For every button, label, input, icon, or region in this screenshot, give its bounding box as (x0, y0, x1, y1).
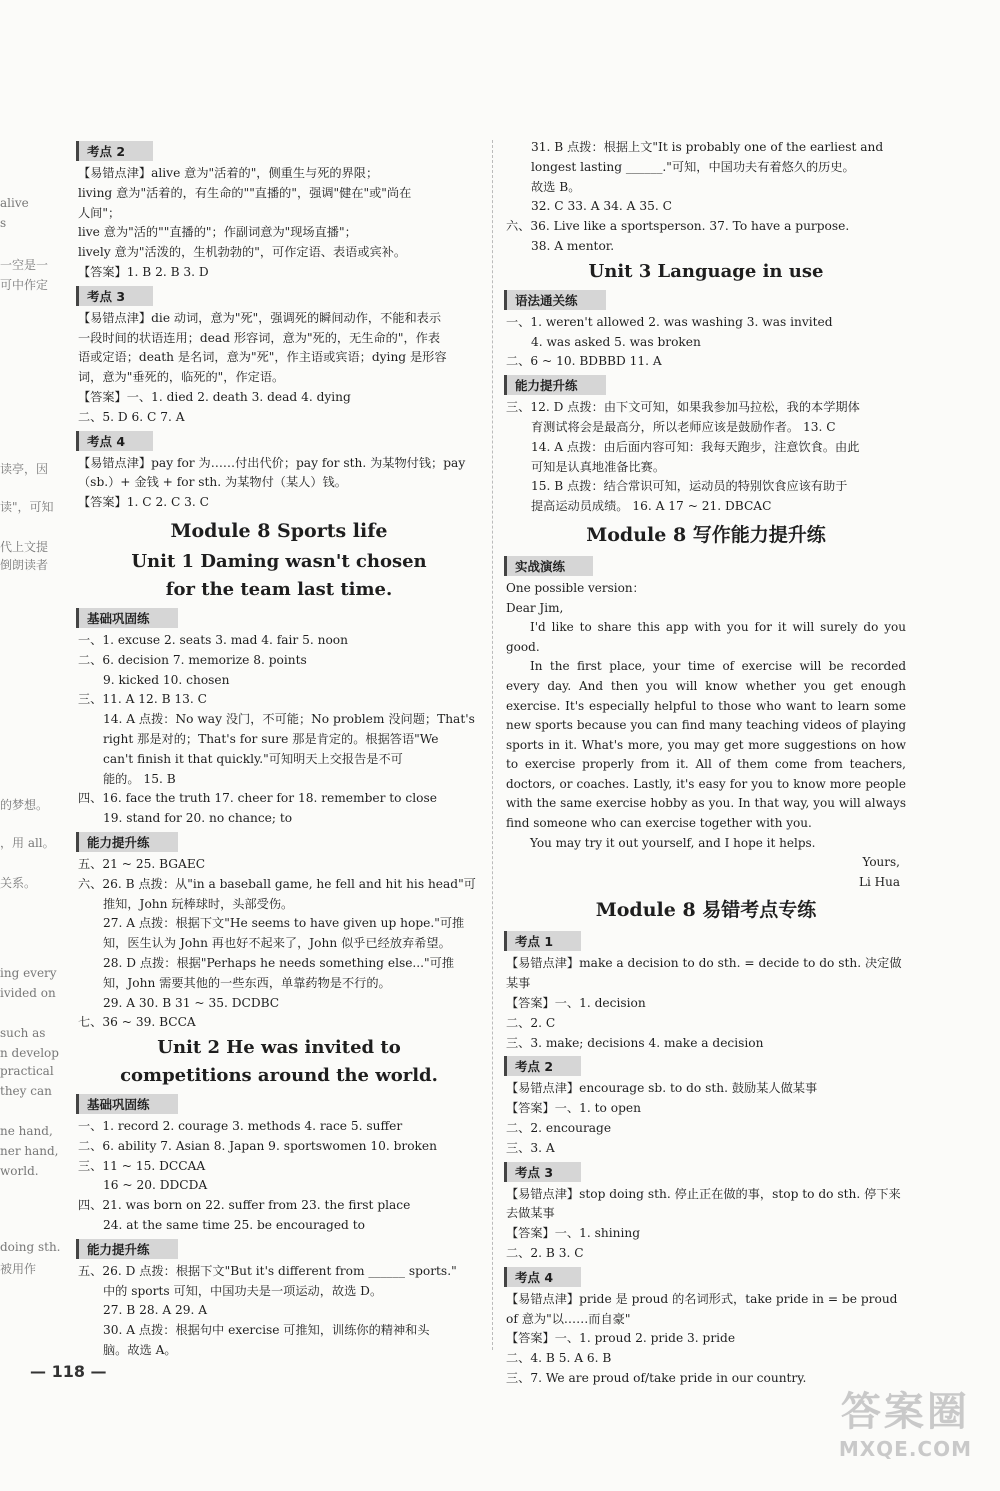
text-line: （sb.）+ 金钱 + for sth. 为某物付（某人）钱。 (78, 475, 347, 490)
edge-text: ing every (0, 966, 57, 980)
unit-title: Unit 3 Language in use (588, 260, 824, 282)
answer-line: 【答案】1. B 2. B 3. D (78, 264, 209, 279)
edge-text: 的梦想。 (0, 798, 49, 812)
section-tag: 能力提升练 (76, 832, 178, 852)
text-line: 【易错点津】encourage sb. to do sth. 鼓励某人做某事 (506, 1081, 818, 1096)
edge-text: ，用 all。 (0, 836, 55, 850)
answer-line: 29. A 30. B 31 ~ 35. DCDBC (103, 995, 280, 1010)
edge-text: they can (0, 1084, 52, 1098)
answer-line: 推知，John 玩棒球时，头部受伤。 (103, 896, 294, 911)
section-tag: 能力提升练 (76, 1239, 178, 1259)
edge-text: ner hand, (0, 1144, 59, 1158)
section-tag: 实战演练 (504, 556, 593, 576)
answer-line: 能的。 15. B (103, 771, 176, 786)
edge-text: n develop (0, 1046, 59, 1060)
answer-line: 4. was asked 5. was broken (531, 334, 701, 349)
answer-line: 六、36. Live like a sportsperson. 37. To have a purpose. (506, 219, 850, 234)
section-tag: 考点 4 (504, 1267, 581, 1287)
edge-text: 可中作定 (0, 278, 49, 292)
answer-line: 【答案】1. C 2. C 3. C (78, 495, 209, 510)
answer-line: 三、3. A (506, 1140, 555, 1155)
answer-line: 38. A mentor. (531, 238, 615, 253)
answer-line: 27. A 点拨：根据下文"He seems to have given up hope."可推 (103, 916, 465, 931)
answer-line: 五、21 ~ 25. BGAEC (78, 856, 206, 871)
answer-line: 一、1. excuse 2. seats 3. mad 4. fair 5. noon (78, 632, 348, 647)
answer-line: 四、16. face the truth 17. cheer for 18. remember to close (78, 791, 437, 806)
answer-line: 三、11. A 12. B 13. C (78, 692, 207, 707)
answer-line: 28. D 点拨：根据"Perhaps he needs something else..."可推 (103, 955, 455, 970)
edge-text: world. (0, 1164, 39, 1178)
answer-line: 知，医生认为 John 再也好不起来了，John 似乎已经放弃希望。 (103, 936, 451, 951)
answer-line: 【答案】一、1. shining (506, 1226, 641, 1241)
unit-title: Unit 1 Daming wasn't chosen (131, 550, 427, 572)
section-tag: 考点 3 (76, 286, 153, 306)
text-line: 去做某事 (506, 1206, 555, 1221)
text-line: 【易错点津】alive 意为"活着的"，侧重生与死的界限； (78, 166, 379, 180)
edge-text: 倒朗读者 (0, 558, 49, 572)
edge-text: 被用作 (0, 1262, 37, 1276)
answer-line: 31. B 点拨：根据上文"It is probably one of the earliest and (531, 140, 884, 154)
unit-title-cont: for the team last time. (165, 578, 393, 600)
answer-line: 二、2. encourage (506, 1121, 612, 1136)
answer-line: 可知是认真地准备比赛。 (531, 459, 666, 474)
letter-greeting: Dear Jim, (506, 600, 564, 615)
text-line: 【易错点津】pride 是 proud 的名词形式，take pride in = be proud (506, 1291, 898, 1306)
text-line: 人间"； (78, 205, 121, 220)
answer-line: 9. kicked 10. chosen (103, 672, 230, 687)
answer-line: 27. B 28. A 29. A (103, 1303, 208, 1318)
answer-line: 【答案】一、1. proud 2. pride 3. pride (506, 1331, 736, 1346)
answer-line: 二、2. C (506, 1015, 556, 1030)
answer-line: 【答案】一、1. to open (506, 1101, 641, 1116)
answer-line: 育测试将会是最高分，所以老师应该是鼓励作者。 13. C (531, 419, 836, 434)
answer-line: 三、12. D 点拨：由下文可知，如果我参加马拉松，我的本学期体 (506, 400, 860, 415)
unit-title: Unit 2 He was invited to (157, 1037, 401, 1059)
letter-paragraph: In the first place, your time of exercise will be recorded every day. And then you will know whether you get enough exercise. It's especially helpful to those who want to learn some new sports because you can find many teaching videos of playing sports in it. What's more, you may get more suggestions on how to exercise properly from it. All of them come from teachers, doctors, or coaches. Lastly, it's easy for you to know more people with the same exercise hobby as you. In that way, you will always find someone who can exercise together with you. (506, 659, 906, 831)
section-tag: 基础巩固练 (76, 608, 178, 628)
section-tag: 考点 2 (504, 1056, 581, 1076)
answer-line: 一、1. record 2. courage 3. methods 4. race 5. suffer (78, 1119, 403, 1134)
text-line: 一段时间的状语连用；dead 形容词，意为"死的，无生命的"，作表 (78, 330, 441, 345)
answer-line: right 那是对的；That's for sure 那是肯定的。根据答语"We (103, 731, 439, 746)
text-line: 词，意为"垂死的，临死的"，作定语。 (78, 370, 285, 385)
answer-line: 三、7. We are proud of/take pride in our country. (506, 1371, 807, 1385)
answer-line: 二、6. ability 7. Asian 8. Japan 9. sportswomen 10. broken (78, 1138, 437, 1153)
edge-text: 代上文提 (0, 540, 49, 554)
module-title: Module 8 Sports life (170, 519, 388, 542)
answer-line: 14. A 点拨：No way 没门，不可能；No problem 没问题；That's (103, 712, 475, 727)
edge-text: doing sth. (0, 1240, 61, 1254)
text-line: 【易错点津】die 动词，意为"死"，强调死的瞬间动作，不能和表示 (78, 310, 442, 325)
letter-signature: Li Hua (859, 874, 900, 889)
left-page-margin-fragments (0, 190, 66, 1350)
text-line: 某事 (506, 976, 531, 991)
text-line: lively 意为"活泼的，生机勃勃的"，可作定语、表语或宾补。 (78, 245, 407, 260)
answer-line: 二、6 ~ 10. BDBBD 11. A (506, 354, 662, 369)
edge-text: ne hand, (0, 1124, 53, 1138)
sample-letter (506, 579, 906, 893)
section-tag: 考点 4 (76, 431, 153, 451)
text-line: 语或定语；death 是名词，意为"死"，作主语或宾语；dying 是形容 (78, 350, 447, 365)
module-title: Module 8 写作能力提升练 (586, 523, 826, 546)
section-tag: 考点 1 (504, 931, 581, 951)
answer-line: 24. at the same time 25. be encouraged to (103, 1218, 365, 1233)
answer-line: 16 ~ 20. DDCDA (103, 1178, 208, 1193)
section-tag: 考点 2 (76, 141, 153, 161)
edge-text: 读亭，因 (0, 462, 49, 476)
version-note: One possible version： (506, 580, 645, 595)
answer-line: 知，John 需要其他的一些东西，单靠药物是不行的。 (103, 975, 391, 990)
letter-closing: Yours, (862, 855, 900, 870)
edge-text: 关系。 (0, 876, 37, 890)
answer-line: 19. stand for 20. no chance; to (103, 811, 293, 826)
answer-line: 15. B 点拨：结合常识可知，运动员的特别饮食应该有助于 (531, 479, 848, 494)
unit-title-cont: competitions around the world. (120, 1065, 438, 1087)
edge-text: practical (0, 1064, 54, 1078)
answer-line: can't finish it that quickly."可知明天上交报告是不可 (103, 751, 403, 766)
module-title: Module 8 易错考点专练 (595, 899, 817, 922)
watermark-title: 答案圈 (840, 1389, 970, 1435)
text-line: 【易错点津】pay for 为……付出代价；pay for sth. 为某物付钱；pay (78, 455, 466, 470)
answer-line: 六、26. B 点拨：从"in a baseball game, he fell and hit his head"可 (78, 876, 476, 891)
edge-text: 读"，可知 (0, 500, 54, 514)
watermark-url: MXQE.COM (838, 1437, 972, 1461)
answer-line: 30. A 点拨：根据句中 exercise 可推知，训练你的精神和头 (103, 1323, 430, 1338)
answer-line: 提高运动员成绩。 16. A 17 ~ 21. DBCAC (531, 499, 772, 514)
text-line: 【易错点津】stop doing sth. 停止正在做的事，stop to do sth. 停下来 (506, 1186, 901, 1201)
answer-line: 【答案】一、1. decision (506, 996, 646, 1011)
answer-line: 七、36 ~ 39. BCCA (78, 1015, 196, 1030)
section-tag: 基础巩固练 (76, 1094, 178, 1114)
section-tag: 考点 3 (504, 1162, 581, 1182)
answer-line: 二、4. B 5. A 6. B (506, 1351, 612, 1366)
answer-line: 中的 sports 可知，中国功夫是一项运动，故选 D。 (103, 1283, 383, 1298)
answer-line: 脑。故选 A。 (103, 1343, 177, 1358)
section-tag: 能力提升练 (504, 375, 606, 395)
section-tag: 语法通关练 (504, 290, 606, 310)
answer-line: 故选 B。 (531, 179, 581, 194)
answer-line: 二、2. B 3. C (506, 1246, 584, 1261)
edge-text: alive (0, 196, 29, 210)
right-column (506, 138, 906, 1389)
answer-line: 14. A 点拨：由后面内容可知：我每天跑步，注意饮食。由此 (531, 439, 860, 454)
text-line: live 意为"活的""直播的"；作副词意为"现场直播"； (78, 225, 357, 240)
edge-text: 一空是一 (0, 258, 49, 272)
answer-line: 四、21. was born on 22. suffer from 23. the first place (78, 1198, 411, 1213)
left-column (78, 138, 480, 1361)
answer-line: 32. C 33. A 34. A 35. C (531, 199, 672, 214)
answer-line: 二、6. decision 7. memorize 8. points (78, 652, 307, 667)
answer-line: 五、26. D 点拨：根据下文"But it's different from ______ sports." (78, 1263, 457, 1278)
text-line: of 意为"以……而自豪" (506, 1311, 631, 1326)
watermark-logo (839, 1380, 972, 1461)
answer-line: 二、5. D 6. C 7. A (78, 409, 185, 424)
text-line: living 意为"活着的，有生命的""直播的"，强调"健在"或"尚在 (78, 185, 412, 200)
answer-line: 三、3. make; decisions 4. make a decision (506, 1035, 764, 1050)
letter-paragraph: I'd like to share this app with you for it will surely do you good. (506, 620, 906, 654)
letter-paragraph: You may try it out yourself, and I hope it helps. (530, 835, 816, 850)
answer-line: 【答案】一、1. died 2. death 3. dead 4. dying (78, 389, 351, 404)
answer-line: longest lasting ______."可知，中国功夫有着悠久的历史。 (531, 159, 855, 174)
edge-text: such as (0, 1026, 46, 1040)
edge-text: s (0, 216, 7, 230)
page-number: — 118 — (30, 1362, 107, 1381)
answer-line: 一、1. weren't allowed 2. was washing 3. was invited (506, 314, 833, 329)
column-divider (492, 140, 493, 1350)
text-line: 【易错点津】make a decision to do sth. = decide to do sth. 决定做 (506, 956, 902, 971)
answer-line: 三、11 ~ 15. DCCAA (78, 1158, 206, 1173)
edge-text: ivided on (0, 986, 56, 1000)
